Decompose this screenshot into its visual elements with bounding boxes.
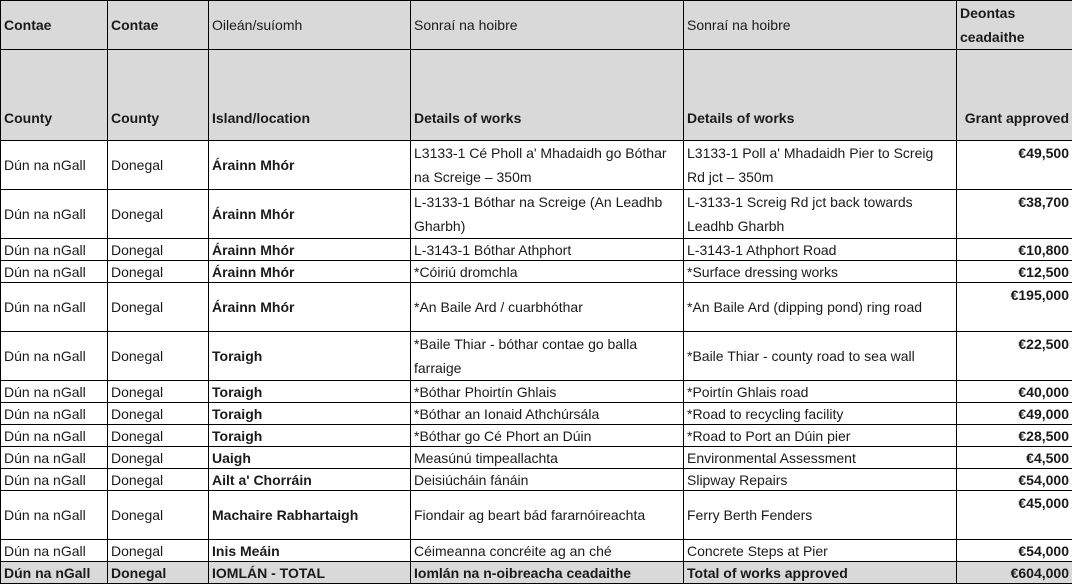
details-english-cell: L3133-1 Poll a' Mhadaidh Pier to Screig Rd jct – 350m — [684, 141, 957, 190]
county-english-cell: Donegal — [108, 381, 209, 403]
location-cell: Ailt a' Chorráin — [209, 469, 411, 491]
location-cell: Árainn Mhór — [209, 239, 411, 261]
details-irish-cell: *Baile Thiar - bóthar contae go balla farraige — [411, 332, 684, 381]
grant-cell: €54,000 — [957, 469, 1072, 491]
location-cell: Árainn Mhór — [209, 141, 411, 190]
total-row — [1, 562, 1072, 584]
header-cell: Sonraí na hoibre — [411, 1, 684, 50]
details-irish-cell: Céimeanna concréite ag an ché — [411, 540, 684, 562]
county-english-cell: Donegal — [108, 190, 209, 239]
grant-cell: €49,000 — [957, 403, 1072, 425]
location-cell: Toraigh — [209, 381, 411, 403]
details-irish-cell: L-3133-1 Bóthar na Screige (An Leadhb Gharbh) — [411, 190, 684, 239]
table-row — [1, 141, 1072, 190]
county-english-cell: Donegal — [108, 425, 209, 447]
grant-cell: €4,500 — [957, 447, 1072, 469]
details-irish-cell: L3133-1 Cé Pholl a' Mhadaidh go Bóthar na Screige – 350m — [411, 141, 684, 190]
details-english-cell: *Surface dressing works — [684, 261, 957, 283]
county-irish-cell: Dún na nGall — [1, 447, 108, 469]
location-cell: IOMLÁN - TOTAL — [209, 562, 411, 584]
county-english-cell: Donegal — [108, 540, 209, 562]
table-row — [1, 261, 1072, 283]
county-english-cell: Donegal — [108, 261, 209, 283]
header-cell: Details of works — [684, 50, 957, 141]
location-cell: Machaire Rabhartaigh — [209, 491, 411, 540]
location-cell: Árainn Mhór — [209, 190, 411, 239]
header-cell: Contae — [1, 1, 108, 50]
county-irish-cell: Dún na nGall — [1, 141, 108, 190]
table-row — [1, 381, 1072, 403]
county-irish-cell: Dún na nGall — [1, 190, 108, 239]
table-row — [1, 469, 1072, 491]
county-irish-cell: Dún na nGall — [1, 403, 108, 425]
location-cell: Uaigh — [209, 447, 411, 469]
county-english-cell: Donegal — [108, 283, 209, 332]
location-cell: Árainn Mhór — [209, 283, 411, 332]
county-irish-cell: Dún na nGall — [1, 469, 108, 491]
grant-cell: €40,000 — [957, 381, 1072, 403]
header-row-irish — [1, 1, 1072, 50]
details-irish-cell: *Bóthar go Cé Phort an Dúin — [411, 425, 684, 447]
county-irish-cell: Dún na nGall — [1, 283, 108, 332]
details-irish-cell: Deisiúcháin fánáin — [411, 469, 684, 491]
county-irish-cell: Dún na nGall — [1, 540, 108, 562]
header-row-english — [1, 50, 1072, 141]
table-row — [1, 332, 1072, 381]
county-english-cell: Donegal — [108, 403, 209, 425]
details-english-cell: *Road to recycling facility — [684, 403, 957, 425]
county-english-cell: Donegal — [108, 141, 209, 190]
details-english-cell: Total of works approved — [684, 562, 957, 584]
table-row — [1, 540, 1072, 562]
details-irish-cell: L-3143-1 Bóthar Athphort — [411, 239, 684, 261]
header-cell: Grant approved — [957, 50, 1072, 141]
grant-cell: €54,000 — [957, 540, 1072, 562]
county-irish-cell: Dún na nGall — [1, 562, 108, 584]
grant-cell: €195,000 — [957, 283, 1072, 332]
county-english-cell: Donegal — [108, 491, 209, 540]
header-cell: Oileán/suíomh — [209, 1, 411, 50]
details-english-cell: L-3133-1 Screig Rd jct back towards Leadhb Gharbh — [684, 190, 957, 239]
location-cell: Toraigh — [209, 403, 411, 425]
county-irish-cell: Dún na nGall — [1, 425, 108, 447]
grant-cell: €28,500 — [957, 425, 1072, 447]
table-row — [1, 283, 1072, 332]
location-cell: Toraigh — [209, 332, 411, 381]
table-row — [1, 239, 1072, 261]
details-english-cell: Slipway Repairs — [684, 469, 957, 491]
details-irish-cell: *Bóthar Phoirtín Ghlais — [411, 381, 684, 403]
county-irish-cell: Dún na nGall — [1, 261, 108, 283]
header-cell: Island/location — [209, 50, 411, 141]
grant-cell: €10,800 — [957, 239, 1072, 261]
county-irish-cell: Dún na nGall — [1, 381, 108, 403]
location-cell: Inis Meáin — [209, 540, 411, 562]
details-irish-cell: *Bóthar an Ionaid Athchúrsála — [411, 403, 684, 425]
county-irish-cell: Dún na nGall — [1, 239, 108, 261]
details-english-cell: *Road to Port an Dúin pier — [684, 425, 957, 447]
header-cell: County — [1, 50, 108, 141]
county-irish-cell: Dún na nGall — [1, 332, 108, 381]
details-english-cell: *Baile Thiar - county road to sea wall — [684, 332, 957, 381]
header-cell: Details of works — [411, 50, 684, 141]
county-english-cell: Donegal — [108, 332, 209, 381]
header-cell: Contae — [108, 1, 209, 50]
table-row — [1, 447, 1072, 469]
header-cell: County — [108, 50, 209, 141]
grant-cell: €22,500 — [957, 332, 1072, 381]
details-irish-cell: *An Baile Ard / cuarbhóthar — [411, 283, 684, 332]
county-english-cell: Donegal — [108, 469, 209, 491]
details-irish-cell: Iomlán na n-oibreacha ceadaithe — [411, 562, 684, 584]
grant-cell: €38,700 — [957, 190, 1072, 239]
county-english-cell: Donegal — [108, 562, 209, 584]
county-english-cell: Donegal — [108, 239, 209, 261]
grant-cell: €45,000 — [957, 491, 1072, 540]
county-english-cell: Donegal — [108, 447, 209, 469]
details-irish-cell: Measúnú timpeallachta — [411, 447, 684, 469]
county-irish-cell: Dún na nGall — [1, 491, 108, 540]
grant-cell: €12,500 — [957, 261, 1072, 283]
details-english-cell: *Poirtín Ghlais road — [684, 381, 957, 403]
header-cell: Deontas ceadaithe — [957, 1, 1072, 50]
grant-cell: €49,500 — [957, 141, 1072, 190]
details-english-cell: L-3143-1 Athphort Road — [684, 239, 957, 261]
details-english-cell: Ferry Berth Fenders — [684, 491, 957, 540]
grant-total-cell: €604,000 — [957, 562, 1072, 584]
table-row — [1, 403, 1072, 425]
table-row — [1, 190, 1072, 239]
location-cell: Árainn Mhór — [209, 261, 411, 283]
table-row — [1, 425, 1072, 447]
header-cell: Sonraí na hoibre — [684, 1, 957, 50]
details-english-cell: Environmental Assessment — [684, 447, 957, 469]
details-english-cell: Concrete Steps at Pier — [684, 540, 957, 562]
details-english-cell: *An Baile Ard (dipping pond) ring road — [684, 283, 957, 332]
details-irish-cell: Fiondair ag beart bád fararnóireachta — [411, 491, 684, 540]
location-cell: Toraigh — [209, 425, 411, 447]
table-row — [1, 491, 1072, 540]
details-irish-cell: *Cóiriú dromchla — [411, 261, 684, 283]
